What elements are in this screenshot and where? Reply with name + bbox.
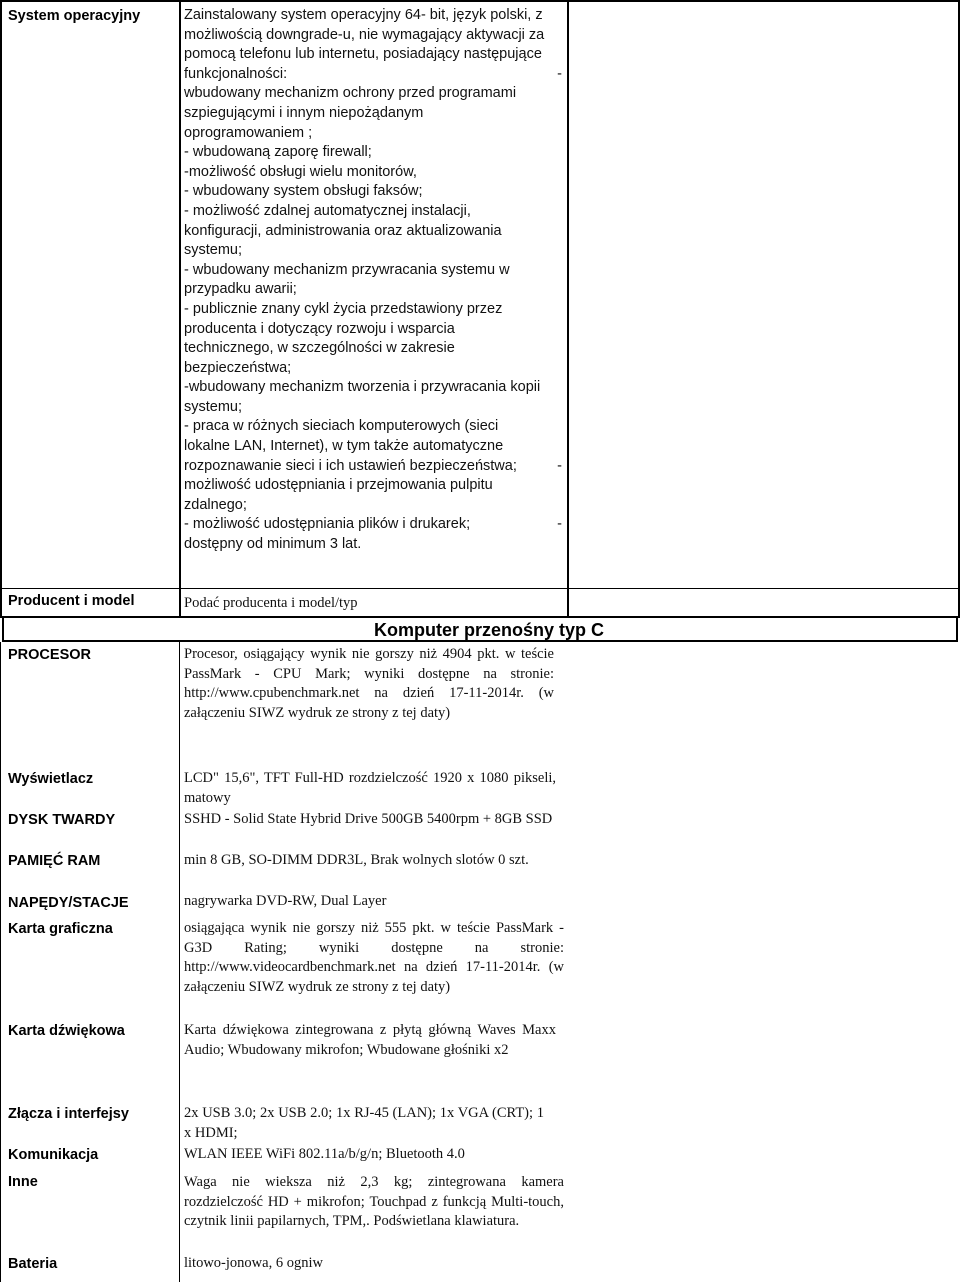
spec-value-drives: nagrywarka DVD-RW, Dual Layer	[184, 893, 387, 909]
spec-column-divider	[179, 642, 180, 1282]
os-line: możliwość udostępniania i przejmowania pulpitu	[184, 477, 493, 494]
column-divider	[179, 0, 181, 616]
os-line: możliwością downgrade-u, nie wymagający aktywacji za	[184, 26, 545, 43]
os-line-dash: -	[557, 65, 562, 82]
producer-value: Podać producenta i model/typ	[184, 595, 358, 611]
spec-label-audio: Karta dźwiękowa	[8, 1023, 125, 1039]
os-line-text: rozpoznawanie sieci i ich ustawień bezpieczeństwa;	[184, 457, 517, 474]
os-line-text: - możliwość udostępniania plików i drukarek;	[184, 516, 471, 533]
os-line: - praca w różnych sieciach komputerowych (sieci	[184, 418, 499, 435]
os-line	[184, 65, 562, 85]
column-divider	[567, 0, 569, 616]
os-line: szpiegującymi i innym niepożądanym	[184, 104, 424, 121]
os-line: bezpieczeństwa;	[184, 359, 292, 376]
os-line: zdalnego;	[184, 496, 247, 513]
os-line: systemu;	[184, 242, 243, 259]
os-line: lokalne LAN, Internet), w tym także automatyczne	[184, 438, 504, 455]
os-line	[184, 457, 562, 477]
spec-value-graphics: osiągająca wynik nie gorszy niż 555 pkt. w teście PassMark - G3D Rating; wyniki dostępne na stronie: http://www.videocardbenchmark.net na dzień 17-11-2014r. (w załączeniu SIWZ wydruk ze strony z tej daty)	[184, 920, 564, 995]
os-label: System operacyjny	[8, 8, 141, 24]
os-line: wbudowany mechanizm ochrony przed programami	[184, 85, 517, 102]
spec-value-display: LCD" 15,6", TFT Full-HD rozdzielczość 1920 x 1080 pikseli, matowy	[184, 770, 556, 806]
os-line: technicznego, w szczególności w zakresie	[184, 340, 455, 357]
row-divider	[0, 588, 960, 589]
os-line: oprogramowaniem ;	[184, 124, 313, 141]
os-line: dostępny od minimum 3 lat.	[184, 536, 362, 553]
os-line-dash: -	[557, 457, 562, 474]
os-line: przypadku awarii;	[184, 281, 297, 298]
spec-label-display: Wyświetlacz	[8, 771, 94, 787]
spec-label-processor: PROCESOR	[8, 647, 91, 663]
section-title: Komputer przenośny typ C	[374, 620, 605, 640]
spec-value-battery: litowo-jonowa, 6 ogniw	[184, 1255, 323, 1271]
os-line: konfiguracji, administrowania oraz aktualizowania	[184, 222, 502, 239]
spec-value-ports: 2x USB 3.0; 2x USB 2.0; 1x RJ-45 (LAN); 1x VGA (CRT); 1 x HDMI;	[184, 1105, 544, 1141]
spec-label-disk: DYSK TWARDY	[8, 812, 116, 828]
os-line: - wbudowany mechanizm przywracania systemu w	[184, 261, 510, 278]
os-line: - możliwość zdalnej automatycznej instalacji,	[184, 202, 471, 219]
heading-border-right	[956, 616, 958, 642]
os-line: - wbudowaną zaporę firewall;	[184, 144, 372, 161]
spec-value-disk: SSHD - Solid State Hybrid Drive 500GB 5400rpm + 8GB SSD	[184, 811, 553, 827]
os-line: producenta i dotyczący rozwoju i wsparcia	[184, 320, 455, 337]
table-border-top	[0, 0, 960, 2]
spec-value-ram: min 8 GB, SO-DIMM DDR3L, Brak wolnych slotów 0 szt.	[184, 852, 529, 868]
os-line: -możliwość obsługi wielu monitorów,	[184, 163, 417, 180]
os-line: -wbudowany mechanizm tworzenia i przywracania kopii	[184, 379, 541, 396]
spec-value-other: Waga nie wieksza niż 2,3 kg; zintegrowana kamera rozdzielczość HD + mikrofon; Touchpad z funkcją Multi-touch, czytnik linii papilarnych, TPM,. Podświetlana klawiatura.	[184, 1174, 564, 1230]
spec-label-graphics: Karta graficzna	[8, 921, 113, 937]
os-line-text: funkcjonalności:	[184, 65, 288, 82]
producer-label: Producent i model	[8, 593, 135, 609]
os-description	[184, 6, 562, 555]
spec-border-left	[0, 642, 1, 1282]
spec-value-audio: Karta dźwiękowa zintegrowana z płytą główną Waves Maxx Audio; Wbudowany mikrofon; Wbudowane głośniki x2	[184, 1022, 556, 1058]
spec-label-ram: PAMIĘĆ RAM	[8, 853, 101, 869]
os-line: pomocą telefonu lub internetu, posiadający następujące	[184, 46, 542, 63]
spec-value-processor: Procesor, osiągający wynik nie gorszy niż 4904 pkt. w teście PassMark - CPU Mark; wyniki dostępne na stronie: http://www.cpubenchmark.net na dzień 17-11-2014r. (w załączeniu SIWZ wydruk ze strony z tej daty)	[184, 646, 554, 721]
spec-label-battery: Bateria	[8, 1256, 58, 1272]
spec-label-ports: Złącza i interfejsy	[8, 1106, 129, 1122]
os-line: Zainstalowany system operacyjny 64- bit, język polski, z	[184, 7, 543, 23]
os-line-dash: -	[557, 516, 562, 533]
os-line: systemu;	[184, 398, 243, 415]
spec-label-other: Inne	[8, 1174, 38, 1190]
os-line: - publicznie znany cykl życia przedstawiony przez	[184, 300, 503, 317]
os-line	[184, 515, 562, 535]
spec-value-communication: WLAN IEEE WiFi 802.11a/b/g/n; Bluetooth 4.0	[184, 1146, 465, 1162]
spec-label-communication: Komunikacja	[8, 1147, 99, 1163]
spec-label-drives: NAPĘDY/STACJE	[8, 895, 129, 911]
os-line: - wbudowany system obsługi faksów;	[184, 183, 423, 200]
section-heading	[4, 618, 956, 640]
table-border-left	[0, 0, 2, 618]
